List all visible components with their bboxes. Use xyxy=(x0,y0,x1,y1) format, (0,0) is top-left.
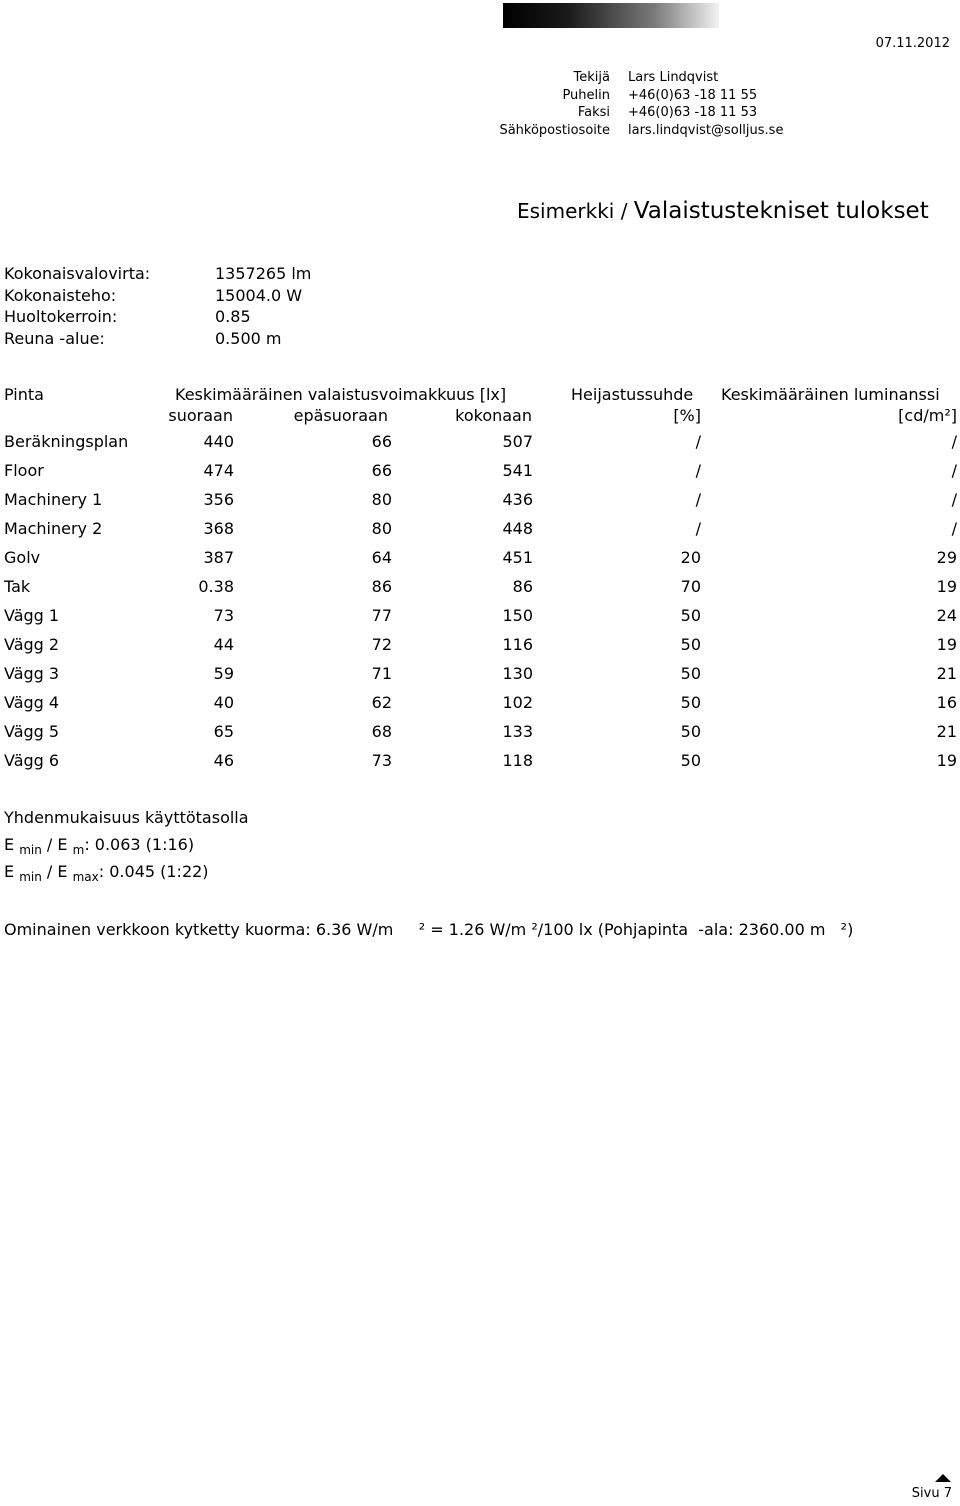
cell-luminance: / xyxy=(951,519,957,538)
cell-direct: 387 xyxy=(203,548,234,567)
table-row xyxy=(4,720,957,749)
cell-surface: Golv xyxy=(4,548,41,567)
cell-reflectance: / xyxy=(695,490,701,509)
e-divider: / E xyxy=(41,835,68,854)
cell-reflectance: 50 xyxy=(680,693,701,712)
cell-reflectance: 20 xyxy=(680,548,701,567)
header-surface: Pinta xyxy=(4,385,44,404)
cell-total: 448 xyxy=(502,519,533,538)
contact-value: +46(0)63 -18 11 53 xyxy=(628,105,758,120)
contact-block xyxy=(425,69,783,139)
summary-label: Huoltokerroin: xyxy=(4,307,118,326)
summary-value: 0.500 m xyxy=(215,328,282,348)
cell-luminance: 16 xyxy=(936,693,957,712)
cell-surface: Vägg 2 xyxy=(4,635,60,654)
uniformity-emin-emax xyxy=(4,862,249,889)
cell-indirect: 68 xyxy=(371,722,392,741)
cell-total: 451 xyxy=(502,548,533,567)
cell-indirect: 71 xyxy=(371,664,392,683)
cell-luminance: 21 xyxy=(936,722,957,741)
cell-reflectance: 50 xyxy=(680,664,701,683)
cell-reflectance: / xyxy=(695,432,701,451)
cell-surface: Vägg 6 xyxy=(4,751,60,770)
cell-total: 102 xyxy=(502,693,533,712)
cell-direct: 440 xyxy=(203,432,234,451)
cell-direct: 368 xyxy=(203,519,234,538)
cell-surface: Floor xyxy=(4,461,44,480)
cell-surface: Vägg 1 xyxy=(4,606,60,625)
contact-row-phone xyxy=(425,87,783,105)
cell-total: 86 xyxy=(512,577,533,596)
table-row xyxy=(4,488,957,517)
contact-value: lars.lindqvist@solljus.se xyxy=(628,122,784,138)
contact-label: Sähköpostiosoite xyxy=(499,122,610,138)
uniformity-block xyxy=(4,808,249,889)
summary-row xyxy=(4,328,311,350)
uniformity-ratio-2: : 0.045 (1:22) xyxy=(98,862,209,881)
header-illuminance: Keskimääräinen valaistusvoimakkuus [lx] xyxy=(175,385,507,404)
table-row xyxy=(4,517,957,546)
specific-load-text: Ominainen verkkoon kytketty kuorma: 6.36 W/m ² = 1.26 W/m ²/100 lx (Pohjapinta -ala: 2360.00 m ²) xyxy=(4,920,854,939)
table-row xyxy=(4,662,957,691)
contact-value: Lars Lindqvist xyxy=(628,70,719,85)
contact-label: Tekijä xyxy=(573,70,610,85)
cell-indirect: 86 xyxy=(371,577,392,596)
cell-total: 150 xyxy=(502,606,533,625)
e-divider: / E xyxy=(41,862,68,881)
cell-surface: Vägg 4 xyxy=(4,693,60,712)
table-row xyxy=(4,459,957,488)
cell-surface: Tak xyxy=(4,577,31,596)
header-total: kokonaan xyxy=(455,406,532,425)
cell-reflectance: 50 xyxy=(680,606,701,625)
contact-value: +46(0)63 -18 11 55 xyxy=(628,87,758,103)
min-subscript: min xyxy=(19,870,42,884)
table-row xyxy=(4,430,957,459)
cell-indirect: 72 xyxy=(371,635,392,654)
table-row xyxy=(4,604,957,633)
cell-total: 118 xyxy=(502,751,533,770)
cell-indirect: 62 xyxy=(371,693,392,712)
cell-direct: 474 xyxy=(203,461,234,480)
header-gradient-bar xyxy=(503,3,719,28)
cell-reflectance: / xyxy=(695,519,701,538)
cell-indirect: 80 xyxy=(371,490,392,509)
cell-indirect: 64 xyxy=(371,548,392,567)
cell-indirect: 77 xyxy=(371,606,392,625)
summary-row xyxy=(4,306,311,328)
summary-label: Kokonaisteho: xyxy=(4,285,117,305)
summary-label: Reuna -alue: xyxy=(4,328,105,348)
summary-value: 0.85 xyxy=(215,307,251,326)
summary-row xyxy=(4,285,311,307)
cell-direct: 40 xyxy=(213,693,234,712)
page-title xyxy=(517,198,929,224)
table-row xyxy=(4,633,957,662)
cell-luminance: 24 xyxy=(936,606,957,625)
table-row xyxy=(4,575,957,604)
page-title-prefix: Esimerkki / xyxy=(517,199,634,223)
contact-row-author xyxy=(425,69,783,87)
contact-row-fax xyxy=(425,104,783,122)
cell-total: 436 xyxy=(502,490,533,509)
uniformity-title: Yhdenmukaisuus käyttötasolla xyxy=(4,808,249,827)
cell-surface: Vägg 3 xyxy=(4,664,60,683)
contact-label: Puhelin xyxy=(562,87,610,103)
cell-reflectance: / xyxy=(695,461,701,480)
contact-row-email xyxy=(425,122,783,140)
cell-luminance: 21 xyxy=(936,664,957,683)
cell-surface: Beräkningsplan xyxy=(4,432,129,451)
cell-reflectance: 50 xyxy=(680,722,701,741)
cell-total: 507 xyxy=(502,432,533,451)
table-row xyxy=(4,546,957,575)
header-luminance: Keskimääräinen luminanssi xyxy=(721,385,940,404)
cell-indirect: 66 xyxy=(371,461,392,480)
header-luminance-unit: [cd/m²] xyxy=(898,406,957,425)
summary-block xyxy=(4,263,311,349)
cell-luminance: 19 xyxy=(936,635,957,654)
summary-value: 15004.0 W xyxy=(215,285,303,305)
min-subscript: min xyxy=(19,843,42,857)
cell-direct: 44 xyxy=(213,635,234,654)
cell-surface: Machinery 1 xyxy=(4,490,103,509)
cell-surface: Machinery 2 xyxy=(4,519,103,538)
cell-direct: 73 xyxy=(213,606,234,625)
cell-luminance: / xyxy=(951,432,957,451)
cell-luminance: 19 xyxy=(936,751,957,770)
cell-reflectance: 70 xyxy=(680,577,701,596)
cell-indirect: 73 xyxy=(371,751,392,770)
table-row xyxy=(4,749,957,778)
cell-total: 541 xyxy=(502,461,533,480)
cell-direct: 59 xyxy=(213,664,234,683)
document-date: 07.11.2012 xyxy=(875,36,950,51)
cell-direct: 0.38 xyxy=(198,577,234,596)
cell-luminance: 29 xyxy=(936,548,957,567)
max-subscript: max xyxy=(72,870,99,884)
arrow-up-icon xyxy=(935,1474,951,1482)
summary-value: 1357265 lm xyxy=(215,264,312,283)
cell-luminance: / xyxy=(951,490,957,509)
cell-total: 116 xyxy=(502,635,533,654)
m-subscript: m xyxy=(72,843,85,857)
uniformity-ratio-1: : 0.063 (1:16) xyxy=(84,835,195,854)
cell-reflectance: 50 xyxy=(680,635,701,654)
cell-total: 133 xyxy=(502,722,533,741)
header-indirect: epäsuoraan xyxy=(293,406,388,425)
header-reflectance: Heijastussuhde xyxy=(571,385,694,404)
cell-direct: 65 xyxy=(213,722,234,741)
e-symbol: E xyxy=(4,862,15,881)
cell-direct: 46 xyxy=(213,751,234,770)
page-number: Sivu 7 xyxy=(911,1486,952,1501)
e-symbol: E xyxy=(4,835,15,854)
cell-reflectance: 50 xyxy=(680,751,701,770)
cell-direct: 356 xyxy=(203,490,234,509)
contact-label: Faksi xyxy=(577,105,610,120)
cell-luminance: / xyxy=(951,461,957,480)
cell-indirect: 66 xyxy=(371,432,392,451)
summary-label: Kokonaisvalovirta: xyxy=(4,264,151,283)
results-table xyxy=(4,430,957,778)
header-direct: suoraan xyxy=(168,406,233,425)
cell-total: 130 xyxy=(502,664,533,683)
cell-surface: Vägg 5 xyxy=(4,722,60,741)
cell-indirect: 80 xyxy=(371,519,392,538)
page-title-main: Valaistustekniset tulokset xyxy=(633,198,929,224)
summary-row xyxy=(4,263,311,285)
header-reflectance-unit: [%] xyxy=(673,406,701,425)
uniformity-emin-em xyxy=(4,835,249,862)
cell-luminance: 19 xyxy=(936,577,957,596)
table-row xyxy=(4,691,957,720)
